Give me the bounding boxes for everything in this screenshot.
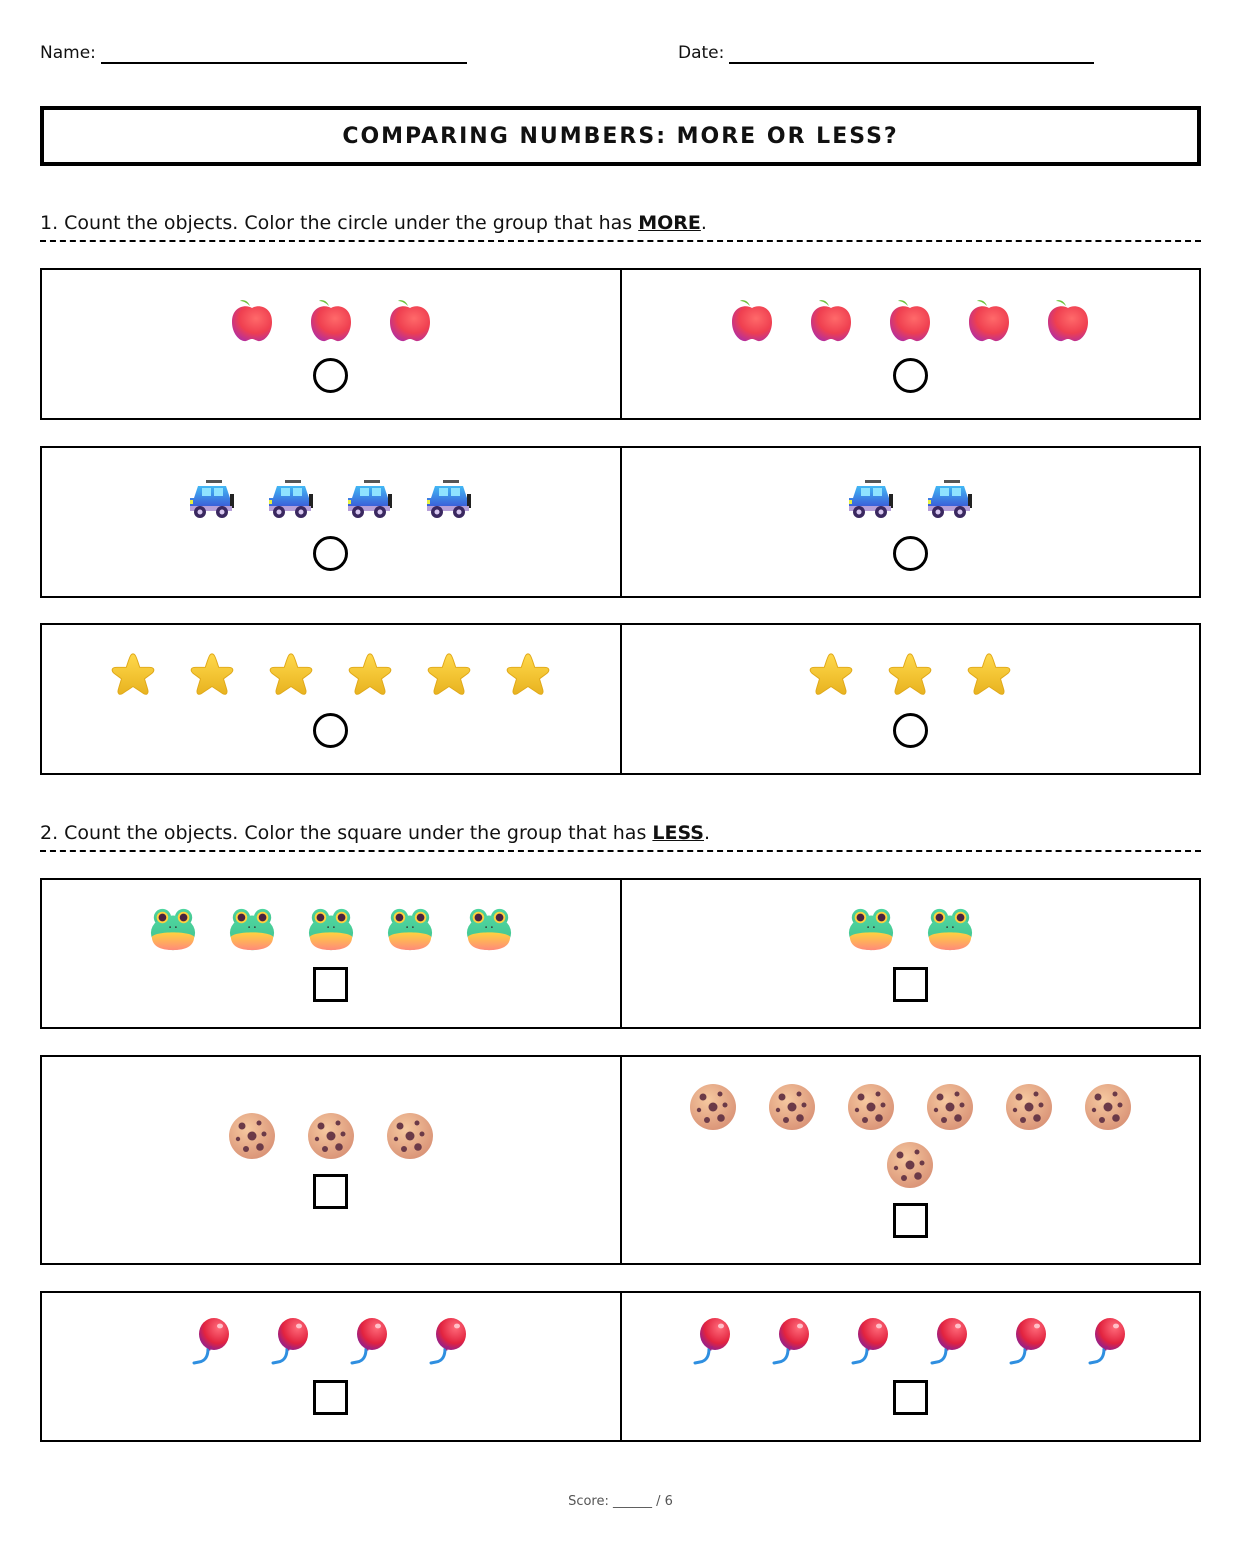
object-group xyxy=(228,296,434,344)
frog-icon xyxy=(149,905,197,953)
group-right xyxy=(620,270,1200,418)
comparison-pair xyxy=(40,623,1201,775)
apple-icon xyxy=(965,296,1013,344)
star-icon xyxy=(346,651,394,699)
apple-icon xyxy=(807,296,855,344)
instruction-text: 1. Count the objects. Color the circle under the group that has xyxy=(40,212,639,234)
cookie-icon xyxy=(689,1083,737,1131)
object-group xyxy=(660,1083,1160,1189)
group-right xyxy=(620,1293,1200,1440)
frog-icon xyxy=(386,905,434,953)
star-icon xyxy=(425,651,473,699)
balloon-icon xyxy=(425,1318,473,1366)
page-title: COMPARING NUMBERS: MORE OR LESS? xyxy=(342,123,899,149)
object-group xyxy=(689,1318,1132,1366)
car-icon xyxy=(425,474,473,522)
object-group xyxy=(188,474,473,522)
answer-square[interactable] xyxy=(893,1203,928,1238)
apple-icon xyxy=(386,296,434,344)
object-group xyxy=(149,905,513,953)
answer-square[interactable] xyxy=(893,1380,928,1415)
cookie-icon xyxy=(1084,1083,1132,1131)
answer-square[interactable] xyxy=(313,967,348,1002)
star-icon xyxy=(886,651,934,699)
section-1-instruction xyxy=(40,212,1201,242)
group-right xyxy=(620,625,1200,773)
frog-icon xyxy=(228,905,276,953)
apple-icon xyxy=(228,296,276,344)
car-icon xyxy=(267,474,315,522)
name-field[interactable] xyxy=(40,42,467,64)
cookie-icon xyxy=(1005,1083,1053,1131)
group-right xyxy=(620,1057,1200,1263)
frog-icon xyxy=(926,905,974,953)
instruction-suffix: . xyxy=(700,212,707,234)
object-group xyxy=(728,296,1092,344)
instruction-keyword: LESS xyxy=(652,822,704,844)
date-field[interactable] xyxy=(678,42,1094,64)
answer-circle[interactable] xyxy=(893,536,928,571)
object-group xyxy=(847,474,974,522)
answer-square[interactable] xyxy=(313,1380,348,1415)
group-left xyxy=(42,448,620,596)
car-icon xyxy=(926,474,974,522)
car-icon xyxy=(188,474,236,522)
name-line[interactable] xyxy=(101,46,467,64)
cookie-icon xyxy=(386,1112,434,1160)
comparison-pair xyxy=(40,268,1201,420)
star-icon xyxy=(267,651,315,699)
star-icon xyxy=(965,651,1013,699)
balloon-icon xyxy=(346,1318,394,1366)
instruction-text: 2. Count the objects. Color the square under the group that has xyxy=(40,822,653,844)
object-group xyxy=(228,1112,434,1160)
title-box xyxy=(40,106,1201,166)
object-group xyxy=(847,905,974,953)
frog-icon xyxy=(847,905,895,953)
name-label: Name: xyxy=(40,43,96,63)
cookie-icon xyxy=(228,1112,276,1160)
answer-circle[interactable] xyxy=(893,713,928,748)
balloon-icon xyxy=(1005,1318,1053,1366)
instruction-keyword: MORE xyxy=(638,212,701,234)
answer-square[interactable] xyxy=(893,967,928,1002)
date-line[interactable] xyxy=(729,46,1094,64)
car-icon xyxy=(847,474,895,522)
object-group xyxy=(109,651,552,699)
car-icon xyxy=(346,474,394,522)
cookie-icon xyxy=(768,1083,816,1131)
frog-icon xyxy=(307,905,355,953)
balloon-icon xyxy=(188,1318,236,1366)
answer-circle[interactable] xyxy=(313,536,348,571)
balloon-icon xyxy=(847,1318,895,1366)
apple-icon xyxy=(886,296,934,344)
header-row xyxy=(40,42,1200,66)
answer-circle[interactable] xyxy=(313,358,348,393)
balloon-icon xyxy=(768,1318,816,1366)
star-icon xyxy=(109,651,157,699)
date-label: Date: xyxy=(678,43,725,63)
comparison-pair xyxy=(40,878,1201,1029)
answer-square[interactable] xyxy=(313,1174,348,1209)
frog-icon xyxy=(465,905,513,953)
comparison-pair xyxy=(40,1055,1201,1265)
balloon-icon xyxy=(926,1318,974,1366)
group-left xyxy=(42,1293,620,1440)
apple-icon xyxy=(1044,296,1092,344)
cookie-icon xyxy=(847,1083,895,1131)
score: Score: ______ / 6 xyxy=(568,1494,673,1509)
balloon-icon xyxy=(267,1318,315,1366)
cookie-icon xyxy=(926,1083,974,1131)
cookie-icon xyxy=(307,1112,355,1160)
answer-circle[interactable] xyxy=(893,358,928,393)
star-icon xyxy=(504,651,552,699)
cookie-icon xyxy=(886,1141,934,1189)
group-left xyxy=(42,880,620,1027)
group-left xyxy=(42,625,620,773)
star-icon xyxy=(188,651,236,699)
section-2-instruction xyxy=(40,822,1201,852)
object-group xyxy=(807,651,1013,699)
group-right xyxy=(620,880,1200,1027)
instruction-suffix: . xyxy=(704,822,711,844)
balloon-icon xyxy=(689,1318,737,1366)
apple-icon xyxy=(307,296,355,344)
group-left xyxy=(42,270,620,418)
comparison-pair xyxy=(40,1291,1201,1442)
comparison-pair xyxy=(40,446,1201,598)
star-icon xyxy=(807,651,855,699)
object-group xyxy=(188,1318,473,1366)
group-right xyxy=(620,448,1200,596)
answer-circle[interactable] xyxy=(313,713,348,748)
balloon-icon xyxy=(1084,1318,1132,1366)
group-left xyxy=(42,1057,620,1263)
apple-icon xyxy=(728,296,776,344)
